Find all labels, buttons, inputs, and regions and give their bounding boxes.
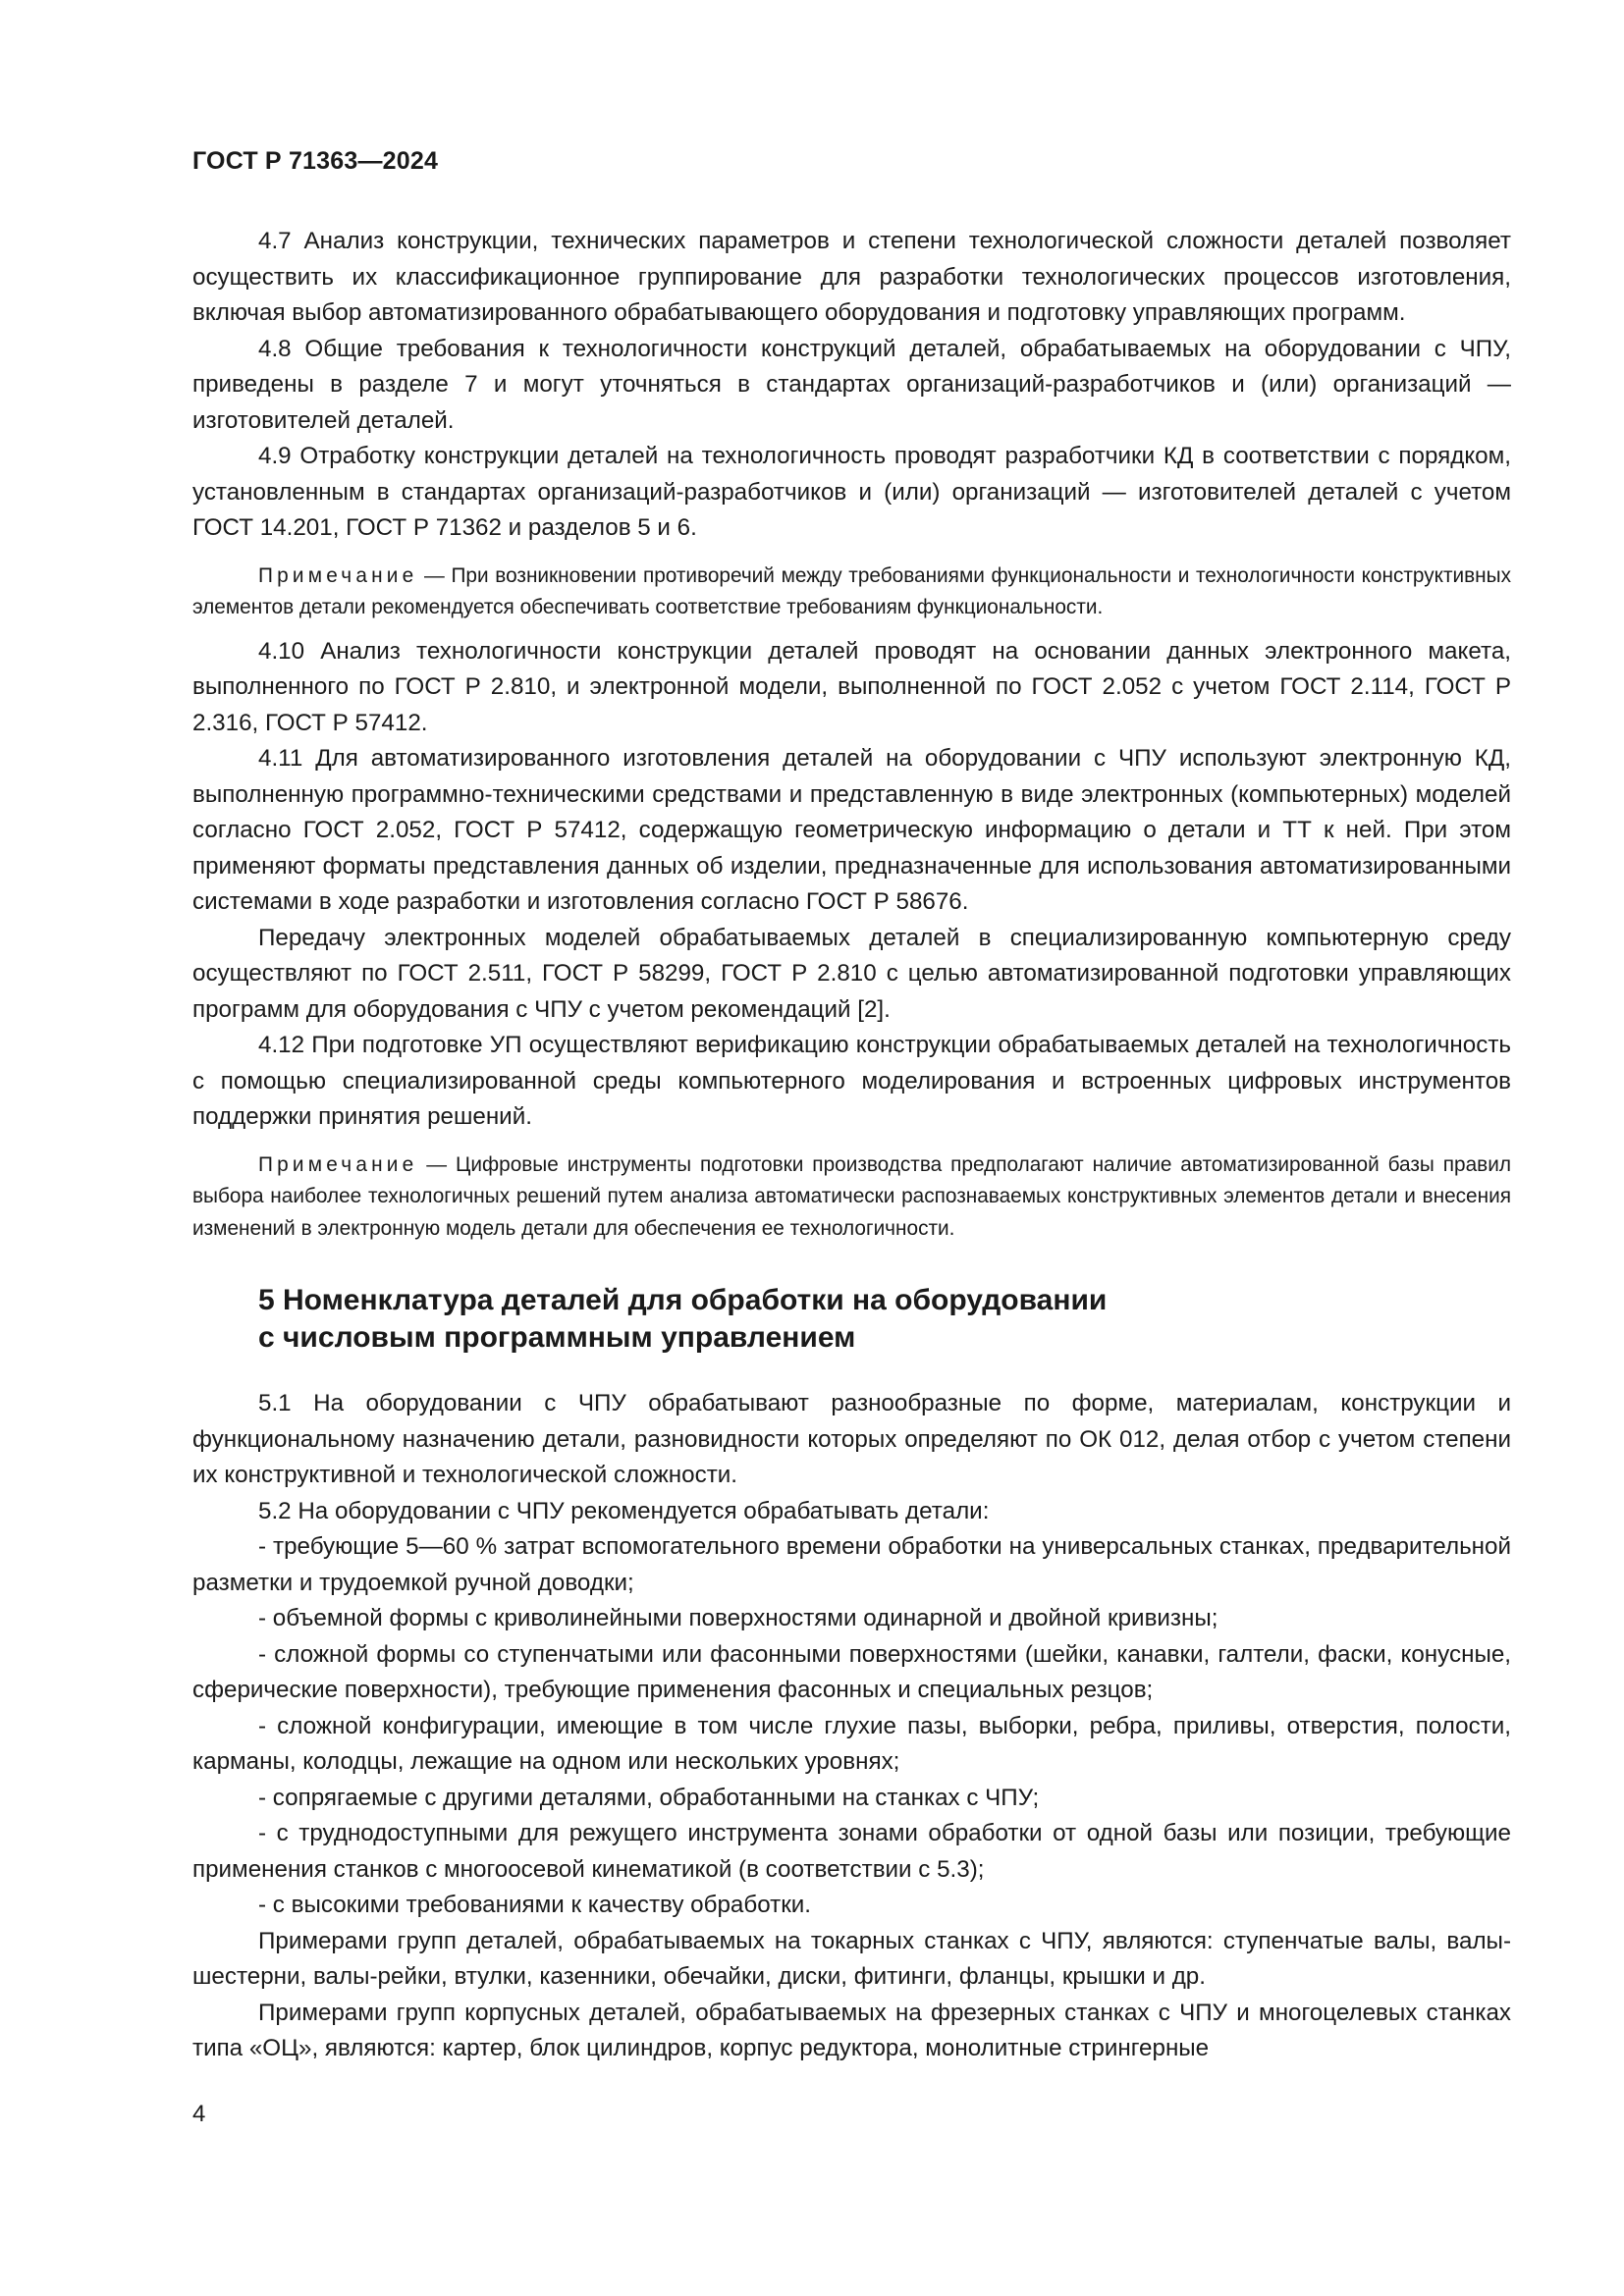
document-code-header: ГОСТ Р 71363—2024 xyxy=(192,147,439,175)
note-text: — Цифровые инструменты подготовки производства предполагают наличие автоматизированной базы правил выбора наиболее технологичных решений путем анализа автоматически распознаваемых конструктивных элементов детали и внесения изменений в электронную модель детали для обеспечения ее технологичности. xyxy=(192,1152,1511,1240)
note-text: — При возникновении противоречий между требованиями функциональности и технологичности конструктивных элементов детали рекомендуется обеспечивать соответствие требованиям функциональности. xyxy=(192,563,1511,618)
list-item: - сложной конфигурации, имеющие в том числе глухие пазы, выборки, ребра, приливы, отверстия, полости, карманы, колодцы, лежащие на одном или нескольких уровнях; xyxy=(192,1712,1511,1775)
paragraph-5-1: 5.1 На оборудовании с ЧПУ обрабатывают разнообразные по форме, материалам, конструкции и функциональному назначению детали, разновидности которых определяют по ОК 012, делая отбор с учетом степени их конструктивной и технологической сложности. xyxy=(192,1390,1511,1488)
section-title-line-1: 5 Номенклатура деталей для обработки на оборудовании xyxy=(258,1284,1108,1316)
list-item: - с труднодоступными для режущего инструмента зонами обработки от одной базы или позиции, требующие применения станков с многоосевой кинематикой (в соответствии с 5.3); xyxy=(192,1820,1511,1883)
paragraph-milling-examples: Примерами групп корпусных деталей, обрабатываемых на фрезерных станках с ЧПУ и многоцелевых станках типа «ОЦ», являются: картер, блок цилиндров, корпус редуктора, монолитные стрингерные xyxy=(192,1999,1511,2061)
paragraph-5-2: 5.2 На оборудовании с ЧПУ рекомендуется обрабатывать детали: xyxy=(258,1497,990,1524)
list-item: - с высокими требованиями к качеству обработки. xyxy=(258,1892,812,1918)
note-2 xyxy=(192,1149,1511,1246)
section-title-line-2: с числовым программным управлением xyxy=(258,1321,856,1354)
paragraph-4-8: 4.8 Общие требования к технологичности конструкций деталей, обрабатываемых на оборудовании с ЧПУ, приведены в разделе 7 и могут уточняться в стандартах организаций-разработчиков и (или) организаций — изготовителей деталей. xyxy=(192,335,1511,434)
section-5-title xyxy=(258,1282,1511,1357)
list-item: - требующие 5—60 % затрат вспомогательного времени обработки на универсальных станках, предварительной разметки и трудоемкой ручной доводки; xyxy=(192,1533,1511,1596)
paragraph-4-10: 4.10 Анализ технологичности конструкции деталей проводят на основании данных электронного макета, выполненного по ГОСТ Р 2.810, и электронной модели, выполненной по ГОСТ 2.052 с учетом ГОСТ 2.114, ГОСТ Р 2.316, ГОСТ Р 57412. xyxy=(192,637,1511,736)
note-1 xyxy=(192,561,1511,624)
paragraph-4-11: 4.11 Для автоматизированного изготовления деталей на оборудовании с ЧПУ используют электронную КД, выполненную программно-техническими средствами и представленную в виде электронных (компьютерных) моделей согласно ГОСТ 2.052, ГОСТ Р 57412, содержащую геометрическую информацию о детали и ТТ к ней. При этом применяют форматы представления данных об изделии, предназначенные для использования автоматизированными системами в ходе разработки и изготовления согласно ГОСТ Р 58676. xyxy=(192,745,1511,915)
list-item: - сложной формы со ступенчатыми или фасонными поверхностями (шейки, канавки, галтели, фаски, конусные, сферические поверхности), требующие применения фасонных и специальных резцов; xyxy=(192,1640,1511,1703)
page-body xyxy=(192,224,1511,2067)
paragraph-4-7: 4.7 Анализ конструкции, технических параметров и степени технологической сложности деталей позволяет осуществить их классификационное группирование для разработки технологических процессов изготовления, включая выбор автоматизированного обрабатывающего оборудования и подготовку управляющих программ. xyxy=(192,228,1511,326)
note-label: Примечание xyxy=(258,1152,418,1176)
list-item: - сопрягаемые с другими деталями, обработанными на станках с ЧПУ; xyxy=(258,1784,1040,1811)
note-label: Примечание xyxy=(258,563,418,587)
page-number: 4 xyxy=(192,2101,206,2127)
list-item: - объемной формы с криволинейными поверхностями одинарной и двойной кривизны; xyxy=(258,1605,1218,1631)
paragraph-4-11-transfer: Передачу электронных моделей обрабатываемых деталей в специализированную компьютерную среду осуществляют по ГОСТ 2.511, ГОСТ Р 58299, ГОСТ Р 2.810 с целью автоматизированной подготовки управляющих программ для оборудования с ЧПУ с учетом рекомендаций [2]. xyxy=(192,924,1511,1023)
paragraph-4-9: 4.9 Отработку конструкции деталей на технологичность проводят разработчики КД в соответствии с порядком, установленным в стандартах организаций-разработчиков и (или) организаций — изготовителей деталей с учетом ГОСТ 14.201, ГОСТ Р 71362 и разделов 5 и 6. xyxy=(192,443,1511,541)
paragraph-4-12: 4.12 При подготовке УП осуществляют верификацию конструкции обрабатываемых деталей на технологичность с помощью специализированной среды компьютерного моделирования и встроенных цифровых инструментов поддержки принятия решений. xyxy=(192,1032,1511,1130)
paragraph-turning-examples: Примерами групп деталей, обрабатываемых на токарных станках с ЧПУ, являются: ступенчатые валы, валы-шестерни, валы-рейки, втулки, казенники, обечайки, диски, фитинги, фланцы, крышки и др. xyxy=(192,1927,1511,1990)
